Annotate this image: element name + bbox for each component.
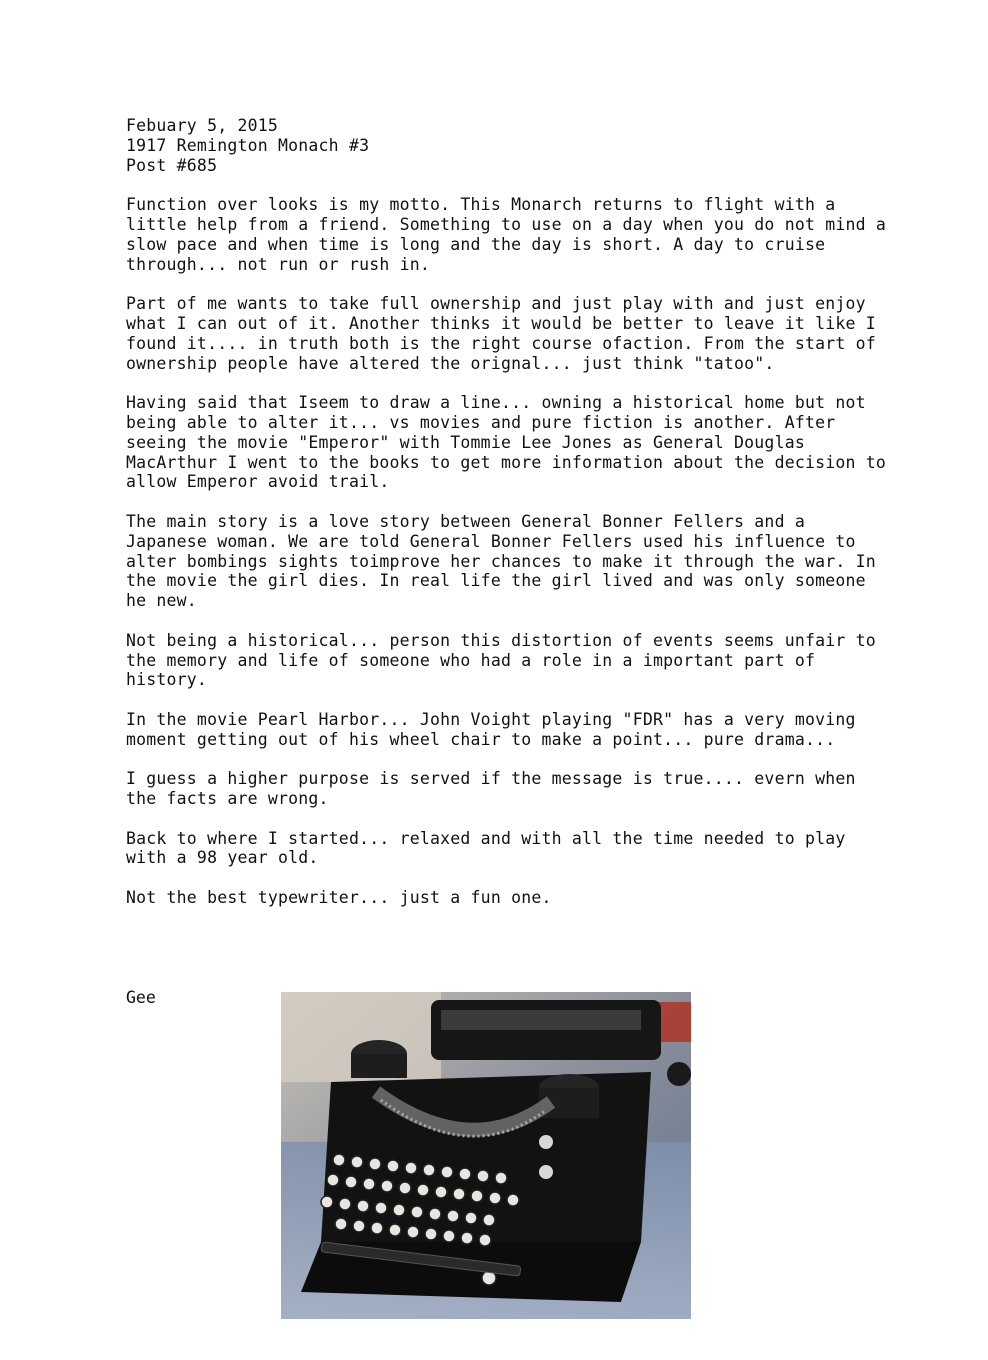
paragraph-5: Not being a historical... person this distortion of events seems unfair to the memory and life of someone who had a role in a important part of history.	[126, 630, 876, 690]
paragraph-4: The main story is a love story between General Bonner Fellers and a Japanese woman. We are told General Bonner Fellers used his influence to alter bombings sights toimprove her chances to make it through the war. In the movie the girl dies. In real life the girl lived and was only someone he new.	[126, 511, 876, 611]
paragraph-3: Having said that Iseem to draw a line... owning a historical home but not being able to alter it... vs movies and pure fiction is another. After seeing the movie "Emperor" with Tommie Lee Jones as General Douglas MacArthur I went to the books to get more information about the decision to allow Emperor avoid trail.	[126, 393, 887, 492]
typewriter-illustration	[281, 992, 691, 1319]
paragraph-2: Part of me wants to take full ownership and just play with and just enjoy what I can out of it. Another thinks it would be better to leave it like I found it.... in truth both is the right course ofaction. From the start of ownership people have altered the orignal... just think "tatoo".	[126, 294, 876, 373]
letter-body	[126, 116, 896, 908]
letter-date: Febuary 5, 2015	[126, 116, 279, 135]
paragraph-9: Not the best typewriter... just a fun one.	[126, 888, 552, 908]
post-number: Post #685	[126, 155, 218, 175]
paragraph-8: Back to where I started... relaxed and with all the time needed to play with a 98 year old.	[126, 828, 846, 868]
paragraph-7: I guess a higher purpose is served if the message is true.... evern when the facts are wrong.	[126, 769, 856, 809]
typewriter-photo	[281, 992, 691, 1319]
signature: Gee	[126, 988, 156, 1007]
paragraph-6: In the movie Pearl Harbor... John Voight playing "FDR" has a very moving moment getting out of his wheel chair to make a point... pure drama...	[126, 709, 856, 749]
typewriter-model: 1917 Remington Monach #3	[126, 135, 370, 155]
paragraph-1: Function over looks is my motto. This Monarch returns to flight with a little help from a friend. Something to use on a day when you do not mind a slow pace and when time is long and the day is short. A day to cruise through... not run or rush in.	[126, 195, 887, 274]
letter-header	[126, 116, 896, 175]
